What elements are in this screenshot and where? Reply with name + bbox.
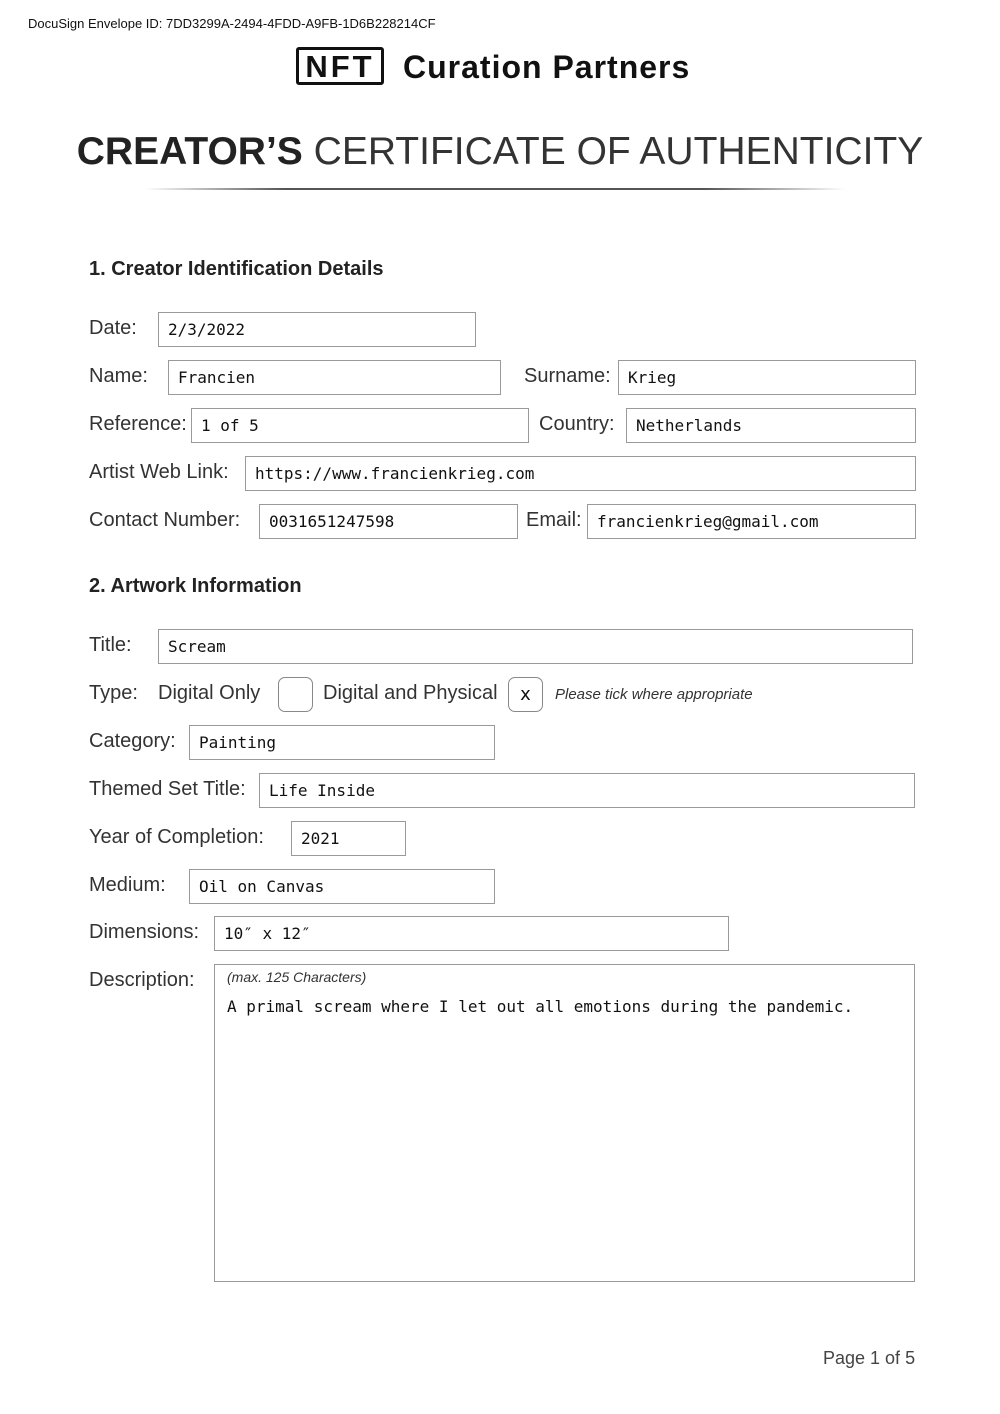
date-label: Date:: [89, 317, 137, 339]
reference-label: Reference:: [89, 413, 187, 435]
title-rest: CERTIFICATE OF AUTHENTICITY: [313, 130, 924, 173]
weblink-field[interactable]: https://www.francienkrieg.com: [245, 456, 916, 491]
surname-field[interactable]: Krieg: [618, 360, 916, 395]
page-title: [0, 128, 1000, 176]
themed-set-field[interactable]: Life Inside: [259, 773, 915, 808]
name-field[interactable]: Francien: [168, 360, 501, 395]
country-field[interactable]: Netherlands: [626, 408, 916, 443]
title-label: Title:: [89, 634, 132, 656]
dimensions-label: Dimensions:: [89, 921, 200, 943]
digital-only-checkbox[interactable]: [278, 677, 313, 712]
surname-label: Surname:: [524, 365, 611, 387]
medium-label: Medium:: [89, 874, 166, 896]
type-digital-physical-label: Digital and Physical: [323, 682, 498, 704]
title-divider: [145, 188, 845, 190]
page-number: Page 1 of 5: [823, 1348, 916, 1368]
brand-name: Curation Partners: [403, 49, 691, 85]
contact-field[interactable]: 0031651247598: [259, 504, 518, 539]
contact-label: Contact Number:: [89, 509, 241, 531]
description-hint: (max. 125 Characters): [227, 969, 367, 985]
email-field[interactable]: francienkrieg@gmail.com: [587, 504, 916, 539]
category-label: Category:: [89, 730, 176, 752]
type-digital-only-label: Digital Only: [158, 682, 261, 704]
year-label: Year of Completion:: [89, 826, 264, 848]
artwork-title-field[interactable]: Scream: [158, 629, 913, 664]
description-field[interactable]: [214, 964, 915, 1282]
category-field[interactable]: Painting: [189, 725, 495, 760]
section-creator-heading: 1. Creator Identification Details: [89, 258, 384, 280]
name-label: Name:: [89, 365, 148, 387]
country-label: Country:: [539, 413, 615, 435]
dimensions-field[interactable]: 10″ x 12″: [214, 916, 729, 951]
section-artwork-heading: 2. Artwork Information: [89, 575, 302, 597]
type-label: Type:: [89, 682, 138, 704]
digital-physical-checkbox[interactable]: x: [508, 677, 543, 712]
description-label: Description:: [89, 969, 195, 991]
type-hint: Please tick where appropriate: [555, 686, 753, 703]
title-bold: CREATOR’S: [76, 130, 303, 173]
medium-field[interactable]: Oil on Canvas: [189, 869, 495, 904]
themed-set-label: Themed Set Title:: [89, 778, 246, 800]
nft-logo: NFT: [296, 47, 384, 85]
date-field[interactable]: 2/3/2022: [158, 312, 476, 347]
reference-field[interactable]: 1 of 5: [191, 408, 529, 443]
year-field[interactable]: 2021: [291, 821, 406, 856]
description-value: A primal scream where I let out all emotions during the pandemic.: [227, 997, 854, 1016]
docusign-envelope-id: DocuSign Envelope ID: 7DD3299A-2494-4FDD-A9FB-1D6B228214CF: [28, 16, 436, 31]
email-label: Email:: [526, 509, 582, 531]
weblink-label: Artist Web Link:: [89, 461, 229, 483]
